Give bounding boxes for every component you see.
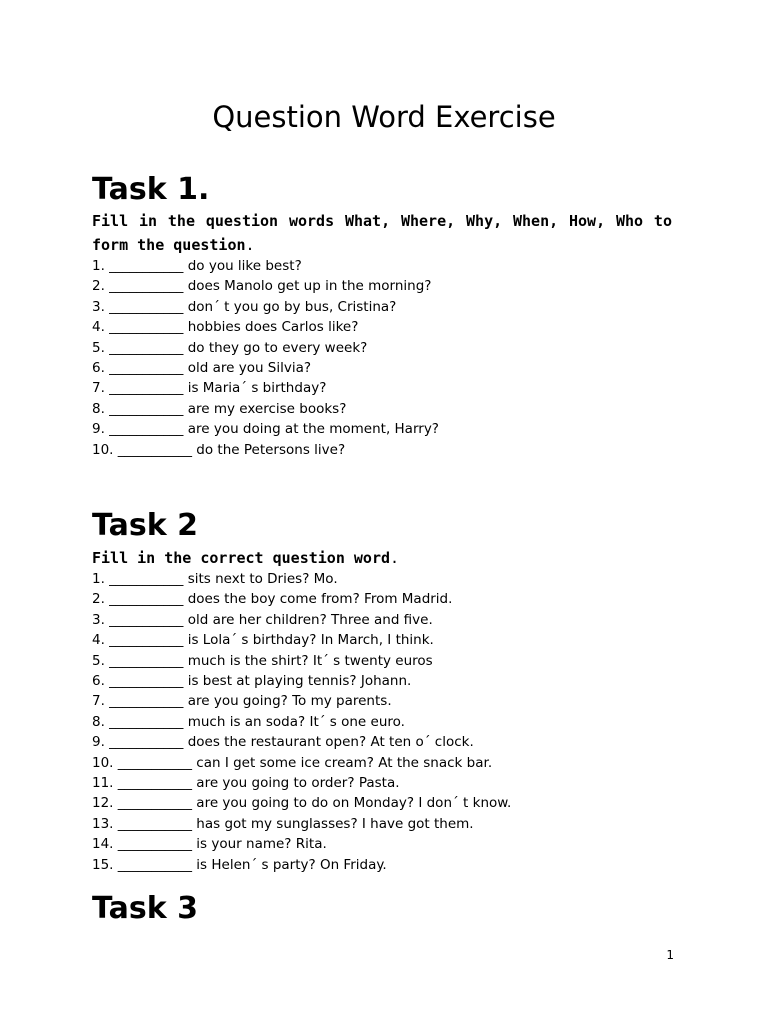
task1-instruction-tail: . [245, 236, 255, 254]
task1-question-3: 3. ___________ don´ t you go by bus, Cristina? [92, 298, 397, 315]
task1-question-4: 4. ___________ hobbies does Carlos like? [92, 319, 359, 336]
task1-heading: Task 1. [92, 172, 210, 207]
task2-question-13: 13. ___________ has got my sunglasses? I have got them. [92, 815, 474, 832]
task2-question-9: 9. ___________ does the restaurant open? At ten o´ clock. [92, 734, 474, 751]
task2-question-list [92, 569, 511, 875]
task2-question-1: 1. ___________ sits next to Dries? Mo. [92, 571, 338, 587]
task1-question-5: 5. ___________ do they go to every week? [92, 339, 368, 356]
task2-instruction [92, 546, 672, 570]
task2-question-12: 12. ___________ are you going to do on Monday? I don´ t know. [92, 795, 512, 812]
task1-question-2: 2. ___________ does Manolo get up in the morning? [92, 278, 432, 295]
task2-question-11: 11. ___________ are you going to order? Pasta. [92, 775, 400, 792]
task2-question-2: 2. ___________ does the boy come from? From Madrid. [92, 591, 453, 608]
task1-question-1: 1. ___________ do you like best? [92, 258, 302, 274]
task1-instruction-text: Fill in the question words What, Where, Why, When, How, Who to form the question [92, 212, 672, 254]
task2-question-15: 15. ___________ is Helen´ s party? On Friday. [92, 856, 387, 873]
task2-instruction-tail: . [390, 549, 400, 567]
task2-heading: Task 2 [92, 508, 198, 543]
task1-question-10: 10. ___________ do the Petersons live? [92, 441, 346, 458]
task1-question-6: 6. ___________ old are you Silvia? [92, 360, 312, 377]
task1-question-8: 8. ___________ are my exercise books? [92, 400, 347, 417]
task2-question-4: 4. ___________ is Lola´ s birthday? In March, I think. [92, 632, 434, 649]
task2-question-14: 14. ___________ is your name? Rita. [92, 836, 327, 853]
task2-question-3: 3. ___________ old are her children? Three and five. [92, 611, 433, 628]
task2-instruction-text: Fill in the correct question word [92, 549, 391, 567]
task2-question-6: 6. ___________ is best at playing tennis? Johann. [92, 673, 412, 690]
page-number: 1 [666, 948, 674, 962]
task2-question-5: 5. ___________ much is the shirt? It´ s twenty euros [92, 652, 433, 669]
task1-instruction [92, 209, 672, 257]
page-title: Question Word Exercise [212, 100, 556, 134]
task1-question-9: 9. ___________ are you doing at the moment, Harry? [92, 421, 439, 438]
task1-question-list [92, 256, 439, 460]
task1-question-7: 7. ___________ is Maria´ s birthday? [92, 380, 327, 397]
task2-question-7: 7. ___________ are you going? To my parents. [92, 693, 392, 710]
task2-question-10: 10. ___________ can I get some ice cream? At the snack bar. [92, 754, 493, 771]
task2-question-8: 8. ___________ much is an soda? It´ s one euro. [92, 713, 405, 730]
task3-heading: Task 3 [92, 891, 198, 926]
